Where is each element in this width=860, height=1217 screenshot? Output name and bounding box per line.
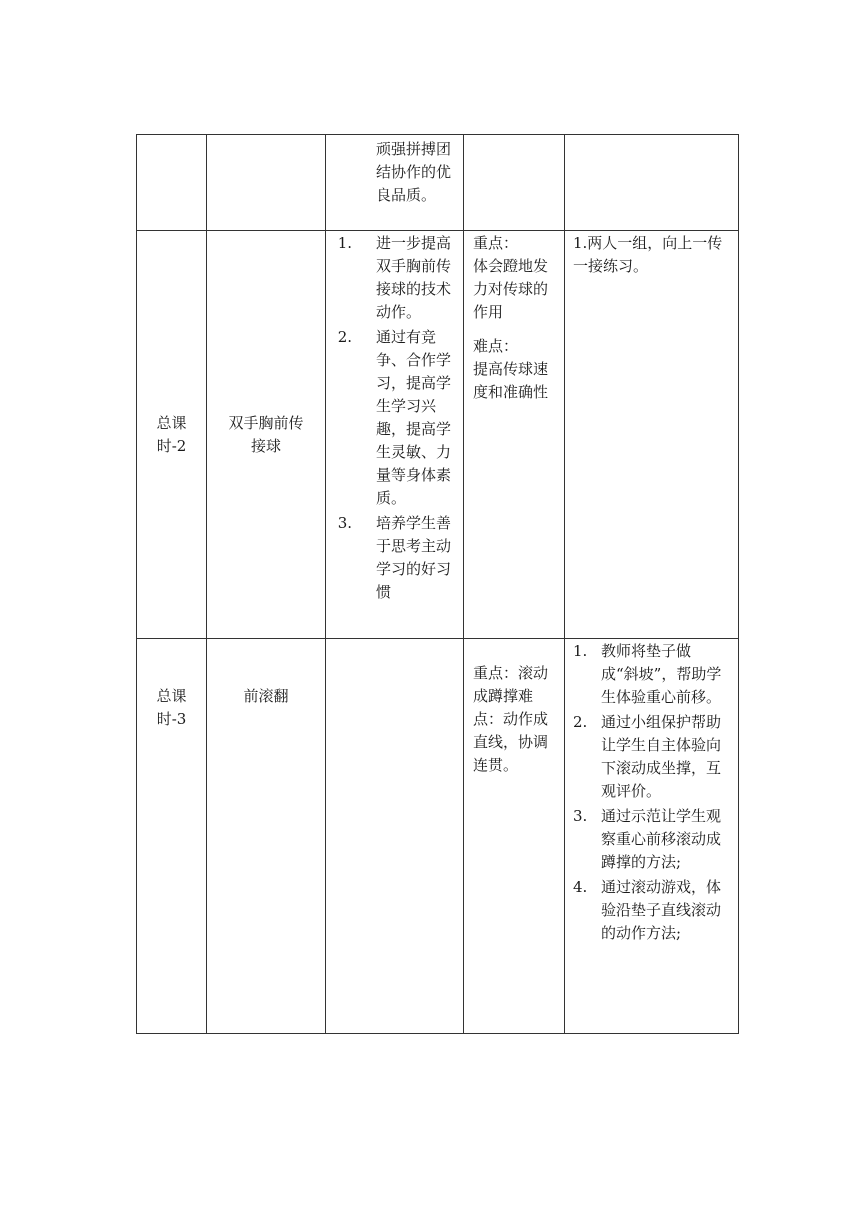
objectives-list (326, 231, 463, 604)
methods-cell (565, 639, 739, 1034)
lesson-topic-text: 双手胸前传接球 (228, 413, 304, 455)
list-item (326, 512, 453, 604)
item-text: 培养学生善于思考主动学习的好习惯 (376, 514, 452, 601)
table-cell (565, 135, 739, 231)
list-item (573, 876, 728, 945)
item-number: 3. (573, 807, 588, 825)
key-point-text: 体会蹬地发力对传球的作用 (473, 257, 549, 321)
key-points-cell (464, 639, 565, 1034)
item-number: 1. (337, 234, 352, 252)
item-number: 3. (337, 514, 352, 532)
item-text: 通过滚动游戏，体验沿垫子直线滚动的动作方法; (601, 878, 722, 942)
item-text: 通过有竞争、合作学习，提高学生学习兴趣，提高学生灵敏、力量等身体素质。 (376, 328, 452, 507)
table-row (137, 639, 739, 1034)
item-number: 4. (573, 878, 588, 896)
item-text: 通过小组保护帮助让学生自主体验向下滚动成坐撑，互观评价。 (601, 713, 722, 800)
lesson-plan-table (136, 134, 739, 1034)
key-point-label: 重点： (473, 234, 519, 252)
table-row (137, 231, 739, 639)
method-text: 1.两人一组，向上一传一接练习。 (573, 234, 723, 275)
lesson-number-text: 总课时-3 (156, 687, 187, 728)
item-number: 2. (573, 713, 588, 731)
key-points-cell (464, 231, 565, 639)
item-number: 1. (573, 642, 588, 660)
objective-continuation: 顽强拼搏团结协作的优良品质。 (376, 140, 452, 204)
list-item (573, 805, 728, 874)
lesson-topic (207, 639, 326, 1034)
list-item (573, 640, 728, 709)
difficulty-label: 难点： (473, 337, 519, 355)
table-cell (464, 135, 565, 231)
lesson-number (137, 639, 207, 1034)
table-cell (137, 135, 207, 231)
item-text: 通过示范让学生观察重心前移滚动成蹲撑的方法; (601, 807, 722, 871)
lesson-topic (207, 231, 326, 639)
objectives-cell (326, 231, 464, 639)
item-text: 进一步提高双手胸前传接球的技术动作。 (376, 234, 452, 321)
lesson-topic-text: 前滚翻 (243, 687, 289, 705)
table-row (137, 135, 739, 231)
difficulty-text: 提高传球速度和准确性 (473, 360, 549, 401)
methods-cell (565, 231, 739, 639)
list-item (573, 711, 728, 803)
key-point-text: 重点：滚动成蹲撑难点：动作成直线，协调连贯。 (473, 664, 549, 774)
lesson-number (137, 231, 207, 639)
item-number: 2. (337, 328, 352, 346)
list-item (326, 326, 453, 510)
list-item (326, 232, 453, 324)
objectives-cell (326, 639, 464, 1034)
methods-list (565, 639, 738, 945)
table-cell (326, 135, 464, 231)
lesson-number-text: 总课时-2 (156, 413, 187, 455)
table-cell (207, 135, 326, 231)
item-text: 教师将垫子做成“斜坡”，帮助学生体验重心前移。 (601, 642, 722, 706)
